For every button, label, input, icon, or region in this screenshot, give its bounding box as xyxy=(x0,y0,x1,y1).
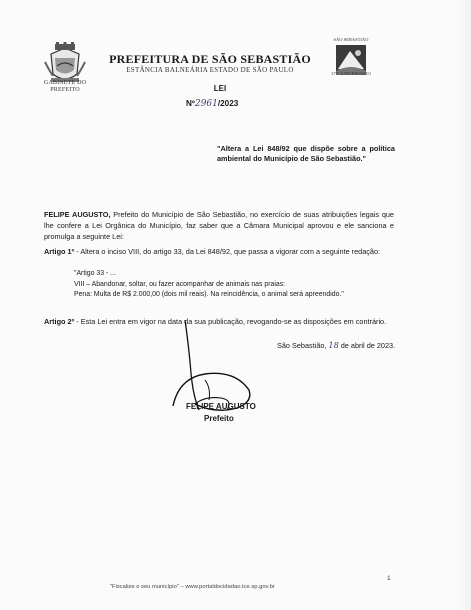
header-title: PREFEITURA DE SÃO SEBASTIÃO xyxy=(109,52,311,66)
article-1-text: - Altera o inciso VIII, do artigo 33, da Lei 848/92, que passa a vigorar com a seguinte redação: xyxy=(74,247,381,256)
anniversary-seal-icon xyxy=(330,39,372,83)
law-number-prefix: Nº xyxy=(186,99,195,108)
scan-edge-shadow xyxy=(457,0,471,610)
quote-line: VIII – Abandonar, soltar, ou fazer acompanhar de animais nas praias: xyxy=(74,280,286,288)
header-subtitle: ESTÂNCIA BALNEÁRIA ESTADO DE SÃO PAULO xyxy=(126,66,294,74)
law-number-suffix: /2023 xyxy=(217,99,239,108)
quote-line: "Artigo 33 - ... xyxy=(74,270,116,277)
footer-text: "Fiscalize o seu município" – www.portaldocidadao.tce.sp.gov.br xyxy=(110,584,275,590)
article-2-label: Artigo 2º xyxy=(44,317,75,326)
law-summary: "Altera a Lei 848/92 que dispõe sobre a política ambiental do Município de São Sebastião." xyxy=(217,144,395,163)
date-suffix: de abril de 2023. xyxy=(338,341,396,350)
preamble-paragraph xyxy=(44,209,394,242)
preamble-text: Prefeito do Município de São Sebastião, no exercício de suas atribuições legais que lhe confere a Lei Orgânica do Município, faz saber que a Câmara Municipal aprovou e ele sanciona e promulga a seguinte Lei: xyxy=(44,210,394,241)
signer-title: Prefeito xyxy=(204,414,234,423)
law-number xyxy=(186,99,238,109)
date-day-handwritten: 18 xyxy=(328,341,339,350)
article-1 xyxy=(44,246,394,257)
amended-text-quote xyxy=(74,269,394,301)
signer-name: FELIPE AUGUSTO xyxy=(186,402,256,411)
page-number: 1 xyxy=(387,575,391,582)
quote-line: Pena: Multa de R$ 2.000,00 (dois mil reais). Na reincidência, o animal será apreendido." xyxy=(74,291,344,298)
date-prefix: São Sebastião, xyxy=(277,341,329,350)
left-seal-caption: GABINETE DO PREFEITO xyxy=(43,80,87,93)
preamble-name: FELIPE AUGUSTO, xyxy=(44,210,111,219)
right-seal-bottom-text: 375º ANIVERSÁRIO xyxy=(331,71,371,76)
date-line xyxy=(277,341,395,350)
article-2-text: - Esta Lei entra em vigor na data da sua publicação, revogando-se as disposições em contrário. xyxy=(74,317,387,326)
law-number-handwritten: 2961 xyxy=(194,99,218,109)
law-label: LEI xyxy=(213,84,227,93)
right-seal-top-text: SÃO SEBASTIÃO xyxy=(333,37,369,42)
article-1-label: Artigo 1º xyxy=(44,247,75,256)
